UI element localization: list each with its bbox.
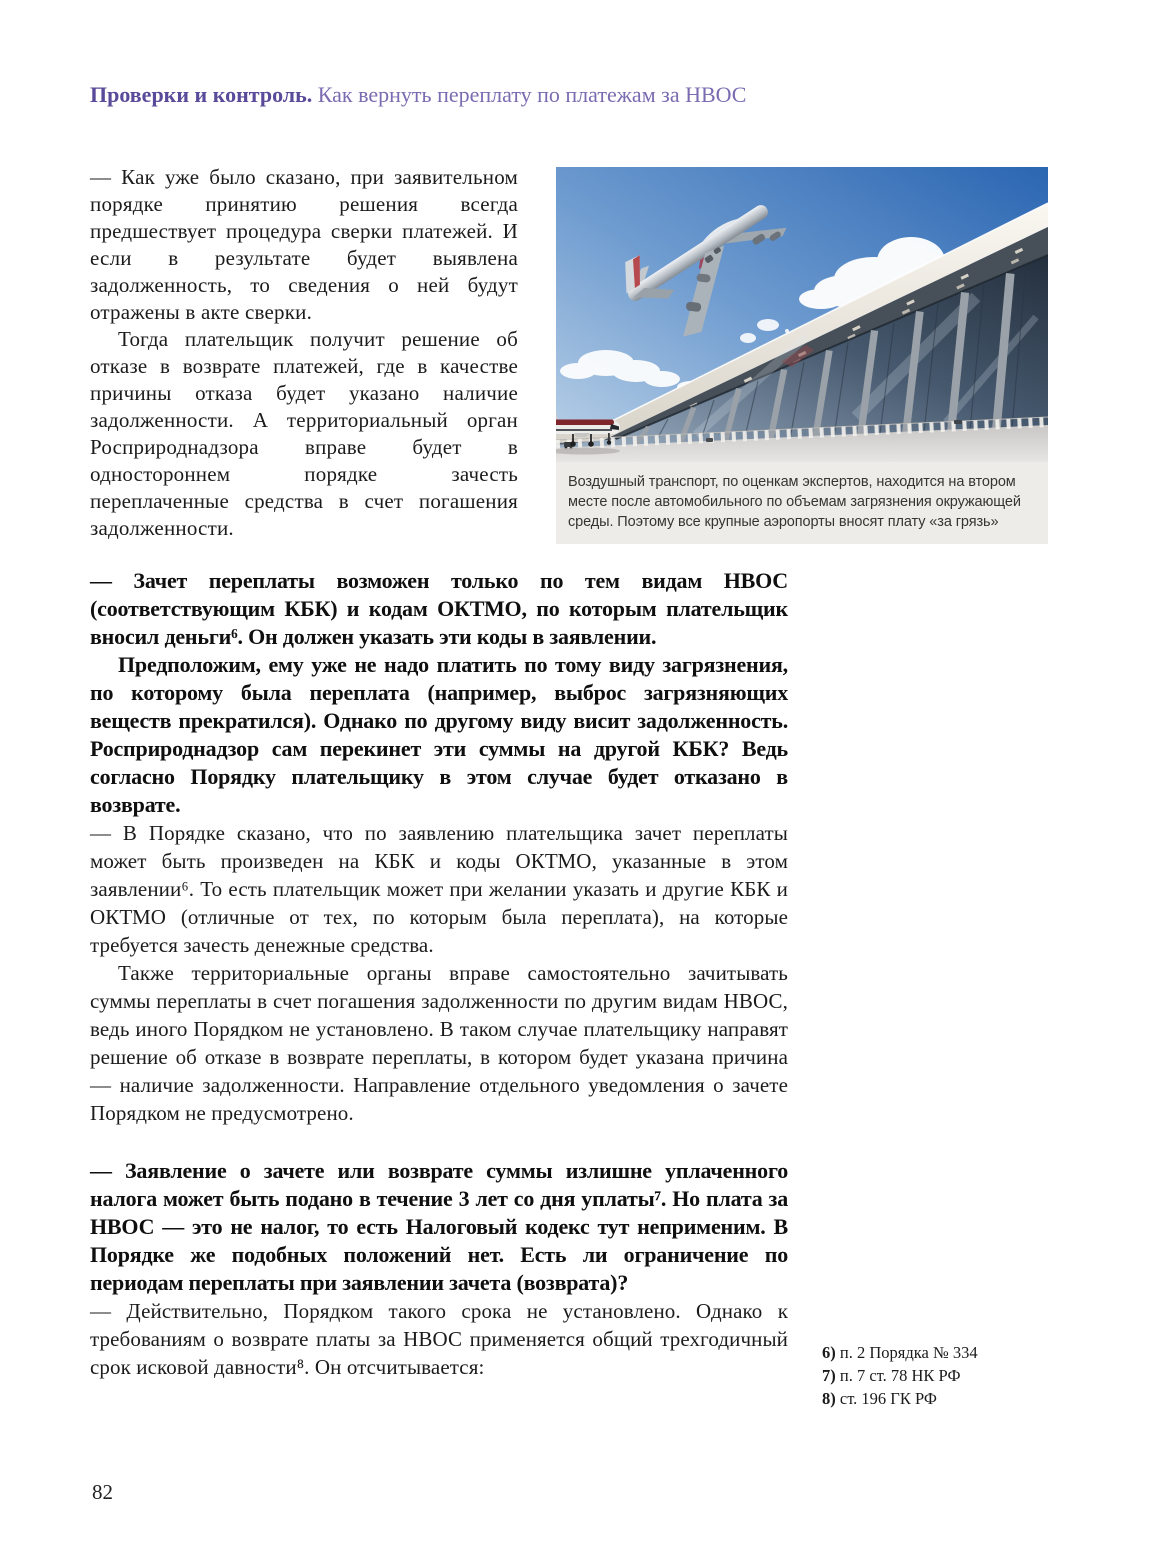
answer-paragraph: — В Порядке сказано, что по заявлению плательщика зачет переплаты может быть произведен на КБК и коды ОКТМО, указанные в этом заявлении⁶. То есть плательщик может при желании указать и другие КБК и ОКТМО (отличные от тех, по которым была переплата), на которые требуется зачесть денежные средства. [90,821,788,957]
footnote-number: 7) [822,1366,836,1385]
photo-caption: Воздушный транспорт, по оценкам экспертов, находится на втором месте после автомобильного по объемам загрязнения окружающей среды. Поэтому все крупные аэропорты вносят плату «за грязь» [556,462,1048,544]
page-number: 82 [92,1480,113,1504]
intro-column [90,164,518,542]
page-header [90,82,746,108]
footnote-item [822,1364,978,1387]
article-title: Как вернуть переплату по платежам за НВОС [312,82,747,107]
answer-paragraph: Также территориальные органы вправе самостоятельно зачитывать суммы переплаты в счет погашения задолженности по другим видам НВОС, ведь иного Порядком не установлено. В таком случае плательщику направят решение об отказе в возврате переплаты, в котором будет указана причина — наличие задолженности. Направление отдельного уведомления о зачете Порядком не предусмотрено. [90,961,788,1125]
footnote-text: ст. 196 ГК РФ [835,1389,937,1408]
question-paragraph: Предположим, ему уже не надо платить по тому виду загрязнения, по которому была переплата (например, выброс загрязняющих веществ прекратился). Однако по другому виду висит задолженность. Росприроднадзор сам перекинет эти суммы на другой КБК? Ведь согласно Порядку плательщику в этом случае будет отказано в возврате. [90,652,788,817]
airport-photo [556,167,1048,462]
footnote-text: п. 7 ст. 78 НК РФ [835,1366,961,1385]
intro-paragraph-1: — Как уже было сказано, при заявительном порядке принятию решения всегда предшествует процедура сверки платежей. И если в результате будет выявлена задолженность, то сведения о ней будут отражены в акте сверки. [90,165,518,324]
qa-section [90,567,788,1381]
footnote-text: п. 2 Порядка № 334 [835,1343,978,1362]
footnote-item [822,1341,978,1364]
intro-paragraph-2: Тогда плательщик получит решение об отказе в возврате платежей, где в качестве причины отказа будет указано наличие задолженности. А территориальный орган Росприроднадзора вправе будет в одностороннем порядке зачесть переплаченные средства в счет погашения задолженности. [90,327,518,540]
footnote-item [822,1387,978,1410]
footnote-number: 6) [822,1343,836,1362]
question-paragraph: — Зачет переплаты возможен только по тем видам НВОС (соответствующим КБК) и кодам ОКТМО, по которым плательщик вносил деньги⁶. Он должен указать эти коды в заявлении. [90,568,788,649]
answer-paragraph: — Действительно, Порядком такого срока не установлено. Однако к требованиям о возврате платы за НВОС применяется общий трехгодичный срок исковой давности⁸. Он отсчитывается: [90,1299,788,1379]
footnote-number: 8) [822,1389,836,1408]
photo-figure [556,167,1048,544]
footnotes [822,1341,978,1410]
question-paragraph: — Заявление о зачете или возврате суммы излишне уплаченного налога может быть подано в течение 3 лет со дня уплаты⁷. Но плата за НВОС — это не налог, то есть Налоговый кодекс тут неприменим. В Порядке же подобных положений нет. Есть ли ограничение по периодам переплаты при заявлении зачета (возврата)? [90,1158,788,1295]
section-title: Проверки и контроль. [90,82,313,107]
